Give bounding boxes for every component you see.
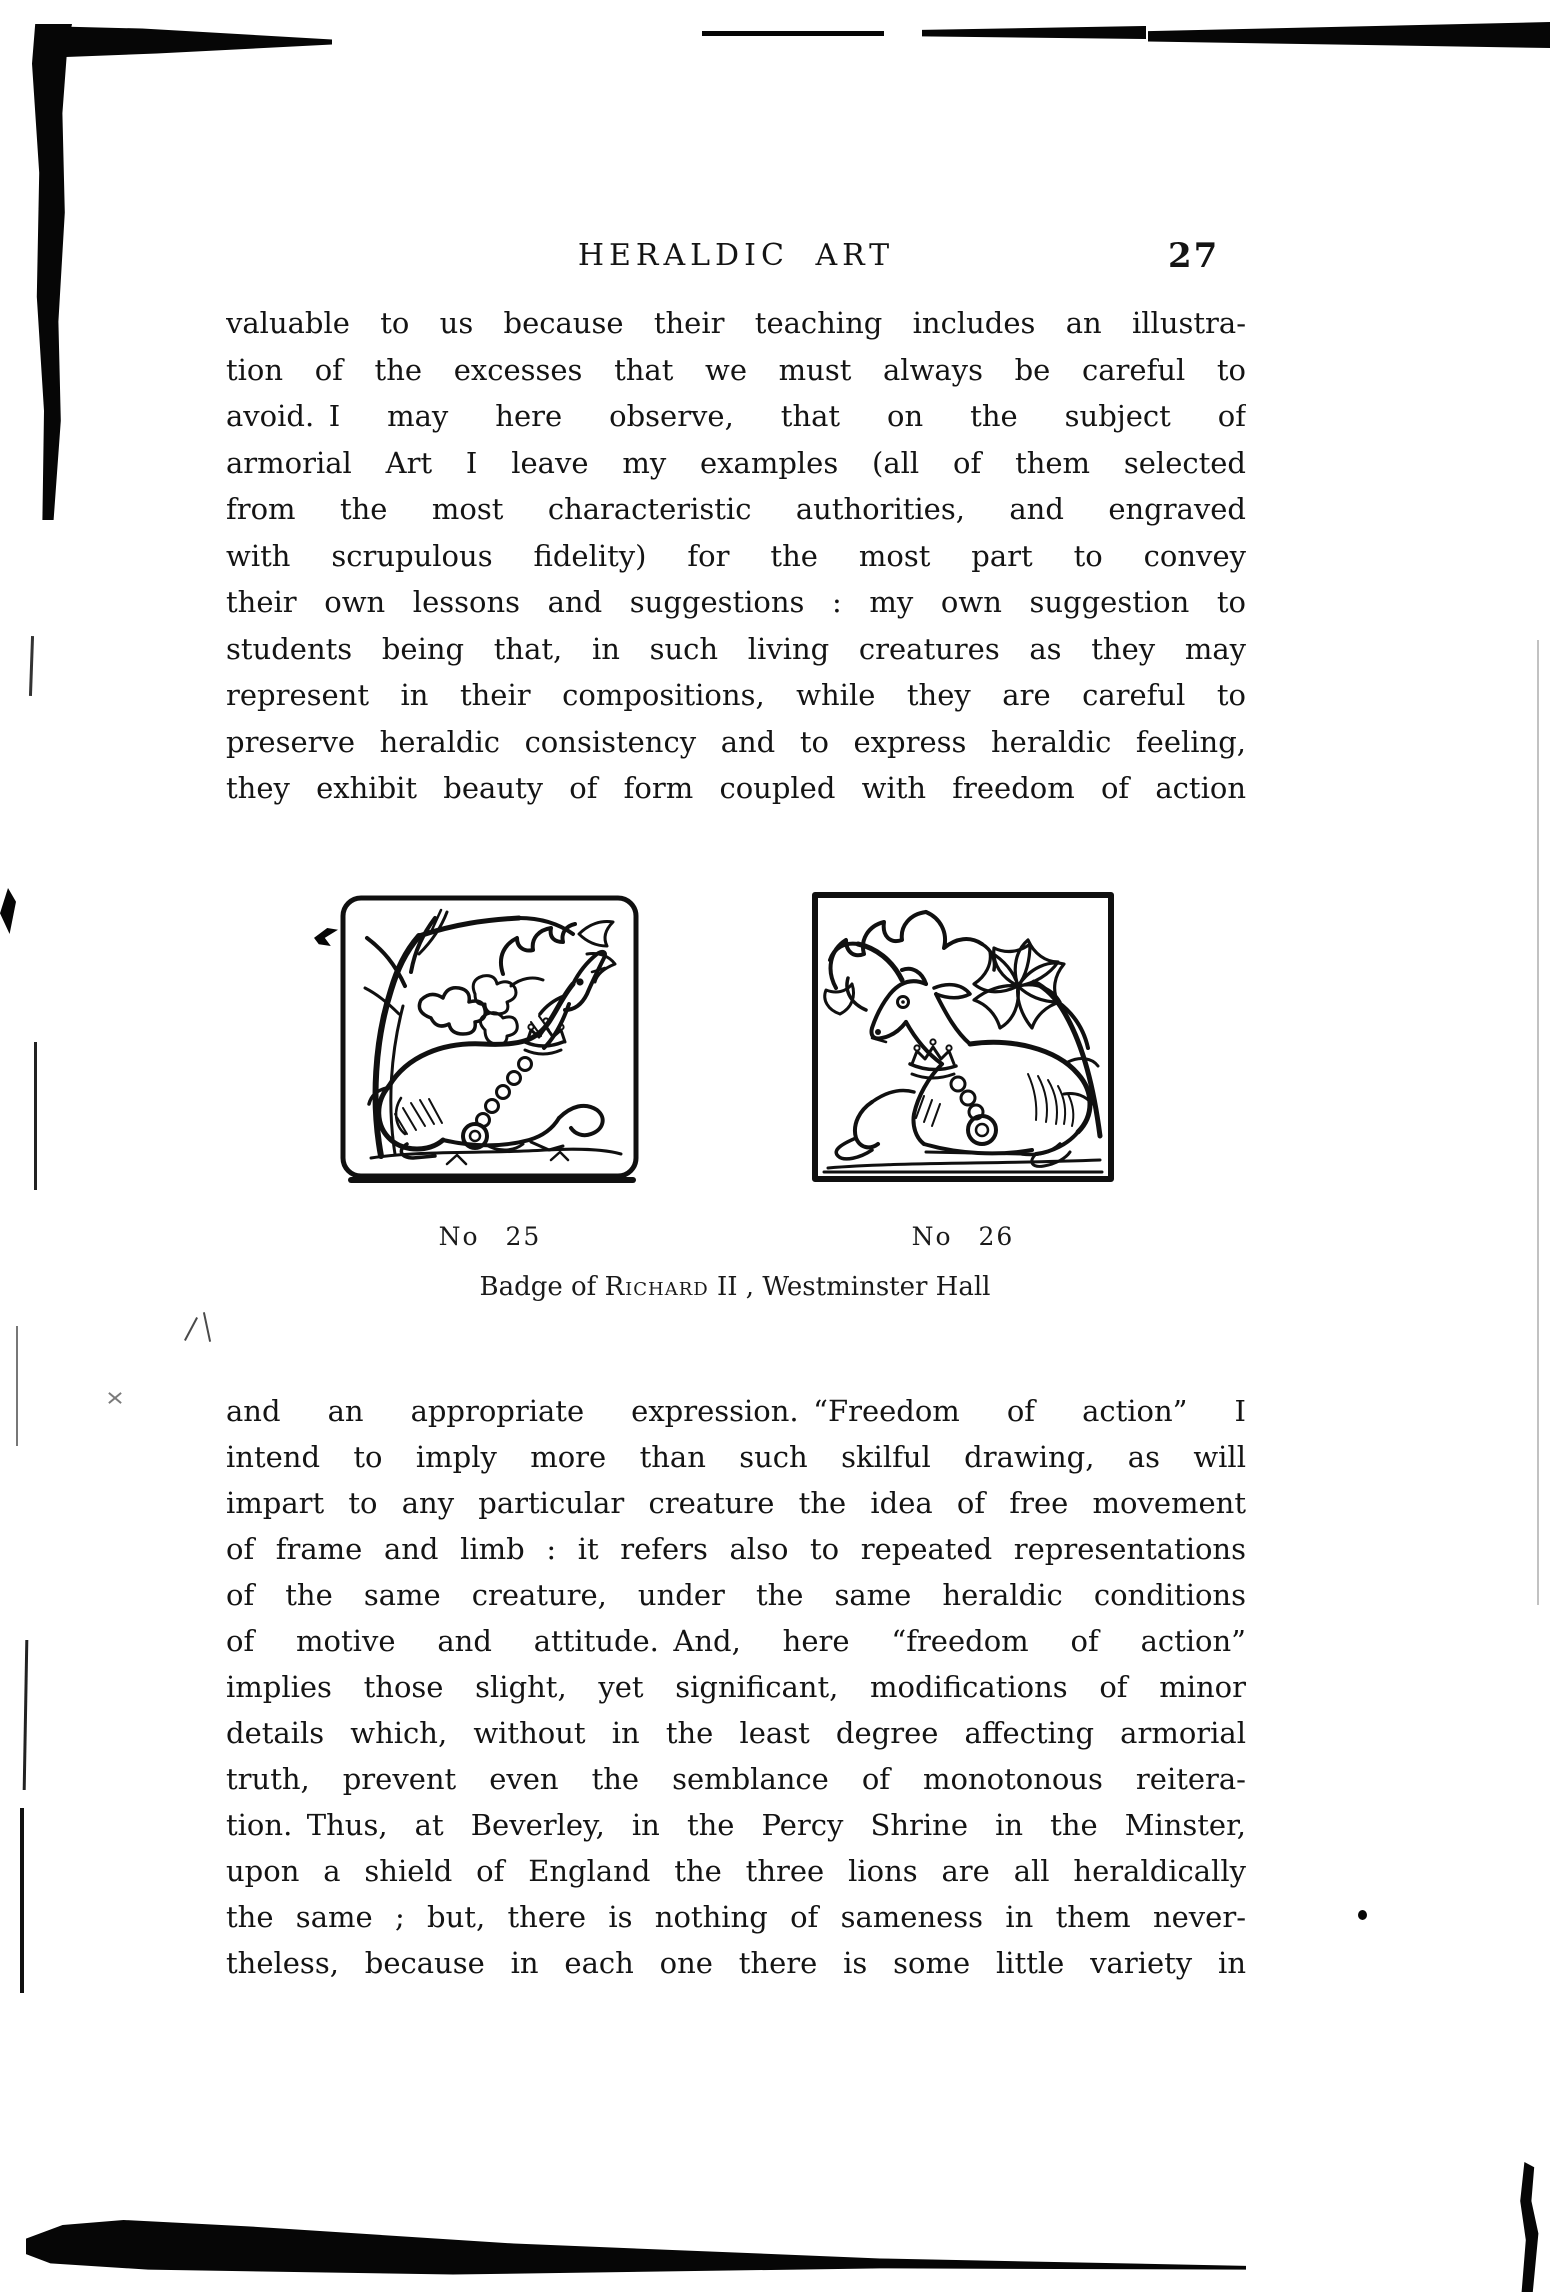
ink-dot-right <box>1358 1910 1367 1920</box>
text-line: intend to imply more than such skilful drawing, as will <box>226 1440 1246 1474</box>
text-line: students being that, in such living creatures as they may <box>226 631 1246 666</box>
text-line: preserve heraldic consistency and to express heraldic feeling, <box>226 724 1246 759</box>
text-line: valuable to us because their teaching includes an illustra- <box>226 306 1246 340</box>
scan-rule-right <box>1537 640 1539 1605</box>
text-line: of the same creature, under the same heraldic conditions <box>226 1578 1246 1612</box>
text-line: avoid. I may here observe, that on the subject of <box>226 399 1246 433</box>
caption-name-richard: Richard <box>604 1272 709 1302</box>
text-line: of motive and attitude. And, here “freedom of action” <box>226 1624 1246 1658</box>
text-line: tion of the excesses that we must always be careful to <box>226 352 1246 387</box>
scan-smudge-top-left <box>40 26 332 58</box>
scan-torn-edge-left <box>32 24 72 520</box>
page-number: 27 <box>1168 236 1220 276</box>
text-line: tion. Thus, at Beverley, in the Percy Shrine in the Minster, <box>226 1808 1246 1842</box>
text-line: upon a shield of England the three lions are all heraldically <box>226 1854 1246 1888</box>
text-line: implies those slight, yet significant, modifications of minor <box>226 1670 1246 1704</box>
text-line: details which, without in the least degree affecting armorial <box>226 1716 1246 1750</box>
text-line: and an appropriate expression. “Freedom of action” I <box>226 1394 1246 1428</box>
figure-number-left: No 25 <box>438 1222 542 1251</box>
text-line: of frame and limb : it refers also to repeated representations <box>226 1532 1246 1566</box>
scan-bar-top-right <box>1148 22 1550 48</box>
scan-mark-left-3 <box>23 1640 29 1790</box>
text-line: their own lessons and suggestions : my own suggestion to <box>226 585 1246 619</box>
scan-mark-left-4 <box>20 1808 24 1993</box>
pencil-caret-mark <box>203 1312 211 1342</box>
text-line: represent in their compositions, while they are careful to <box>226 678 1246 712</box>
text-line: armorial Art I leave my examples (all of them selected <box>226 445 1246 480</box>
text-line: the same ; but, there is nothing of sameness in them never- <box>226 1900 1246 1934</box>
scan-line-top-a <box>702 31 884 36</box>
caption-prefix: Badge of <box>479 1272 605 1302</box>
text-line: impart to any particular creature the idea of free movement <box>226 1486 1246 1520</box>
paragraph-1 <box>226 300 1246 812</box>
pencil-caret-mark <box>184 1317 198 1341</box>
text-line: truth, prevent even the semblance of monotonous reitera- <box>226 1762 1246 1796</box>
scan-blot-left <box>0 888 16 934</box>
hart-lodged-left-illustration <box>806 886 1120 1192</box>
pencil-mark-left <box>16 1326 18 1446</box>
caption-suffix: II , Westminster Hall <box>708 1272 991 1302</box>
scan-mark-left-2 <box>34 1042 37 1190</box>
paragraph-2 <box>226 1388 1246 1986</box>
hart-lodged-right-illustration <box>335 890 645 1188</box>
woodcut-hart-badge-right <box>806 886 1120 1196</box>
figure-caption <box>225 1272 1245 1302</box>
text-line: from the most characteristic authorities, and engraved <box>226 492 1246 526</box>
figure-number-right: No 26 <box>911 1222 1015 1251</box>
page-title: HERALDIC ART <box>577 238 895 273</box>
text-line: with scrupulous fidelity) for the most part to convey <box>226 538 1246 573</box>
scan-streak-bottom-right <box>1516 2162 1544 2292</box>
text-line: they exhibit beauty of form coupled with freedom of action <box>226 771 1246 805</box>
scan-bar-bottom <box>26 2220 1246 2282</box>
scan-mark-left-1 <box>29 636 34 696</box>
woodcut-hart-badge-left <box>335 890 645 1192</box>
text-line: theless, because in each one there is some little variety in <box>226 1946 1246 1980</box>
scan-line-top-b <box>922 26 1146 39</box>
